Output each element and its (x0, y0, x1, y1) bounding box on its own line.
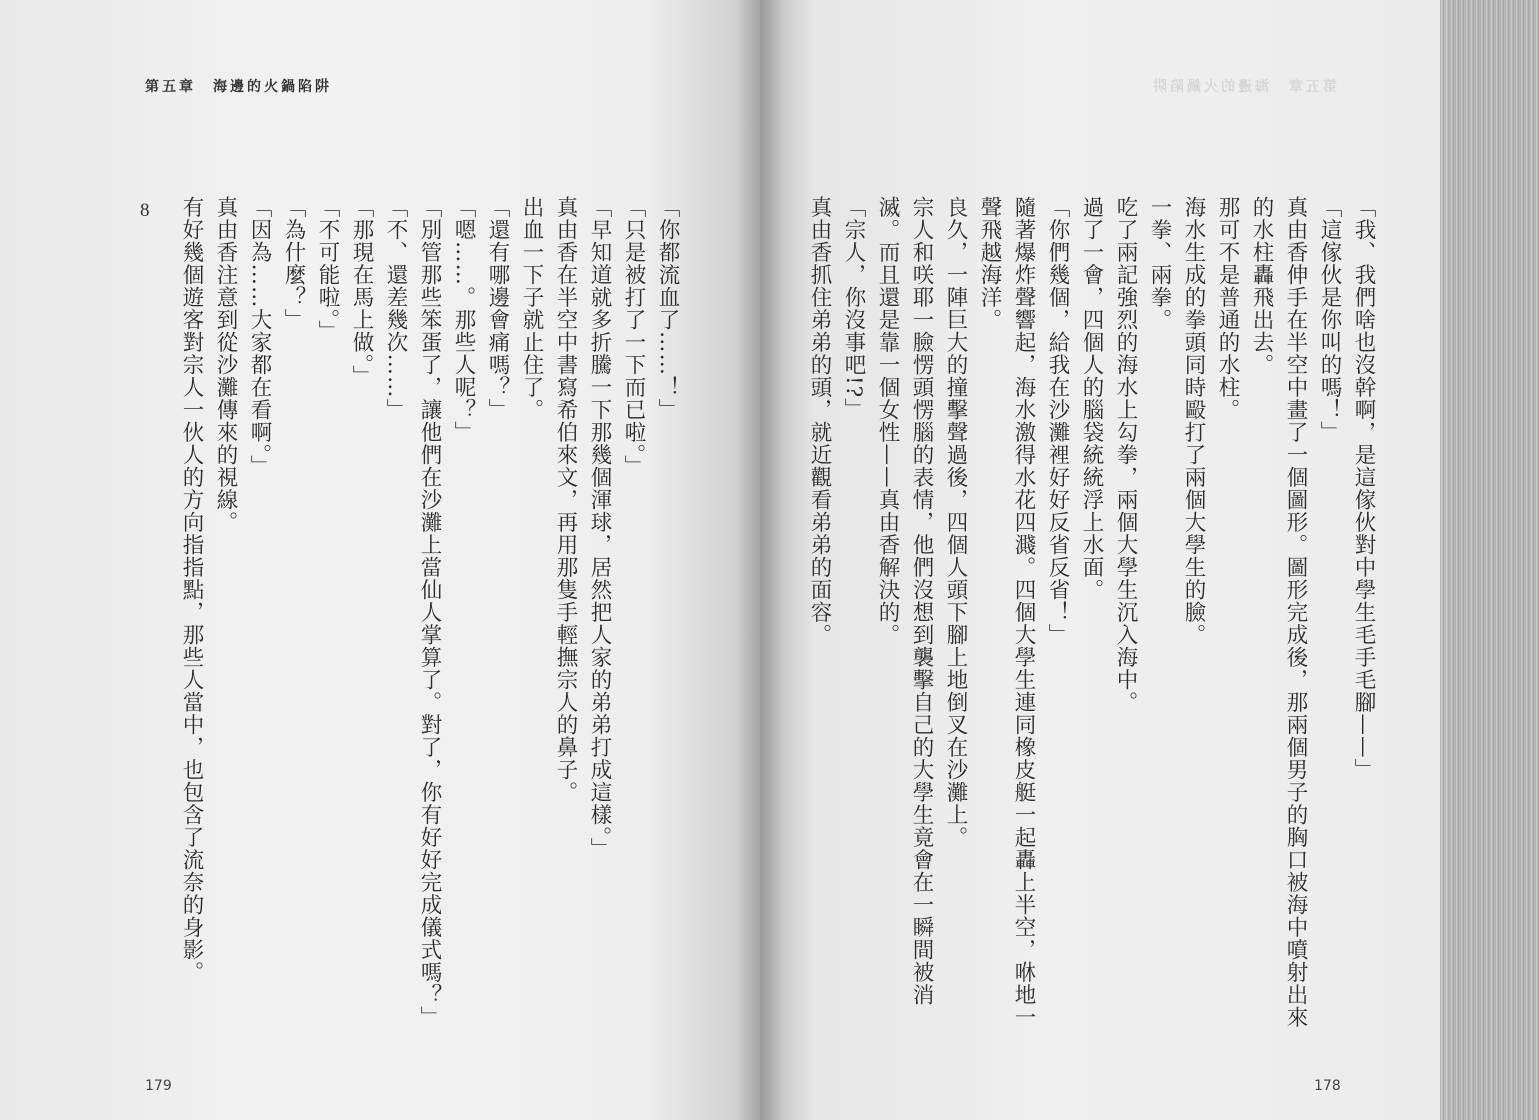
paragraph: 「不、還差幾次……」 (383, 196, 408, 421)
paragraph: 「嗯……。那些人呢？」 (451, 196, 476, 444)
paragraph: 隨著爆炸聲響起，海水激得水花四濺。四個大學生連同橡皮艇一起轟上半空，咻地一聲飛越海洋。 (977, 196, 1036, 1029)
left-page-text (179, 196, 684, 1036)
paragraph: 「為什麼？」 (281, 196, 306, 331)
running-head: 第五章 海邊的火鍋陷阱 (145, 79, 332, 95)
paragraph: 「那現在馬上做。」 (349, 196, 374, 388)
paragraph: 「這傢伙是你叫的嗎！」 (1317, 196, 1342, 444)
paragraph: 有好幾個遊客對宗人一伙人的方向指指點，那些人當中，也包含了流奈的身影。 (179, 196, 204, 984)
paragraph: 出血一下子就止住了。 (519, 196, 544, 421)
paragraph: 良久，一陣巨大的撞擊聲過後，四個人頭下腳上地倒叉在沙灘上。 (943, 196, 968, 849)
paragraph: 那可不是普通的水柱。 (1215, 196, 1240, 421)
book-gutter (735, 0, 785, 1120)
paragraph: 「早知道就多折騰一下那幾個渾球，居然把人家的弟弟打成這樣。」 (587, 196, 612, 861)
section-number: 8 (140, 200, 150, 221)
paragraph: 真由香注意到從沙灘傳來的視線。 (213, 196, 238, 534)
paragraph: 一拳、兩拳。 (1147, 196, 1172, 331)
paragraph: 「因為……大家都在看啊。」 (247, 196, 272, 478)
paragraph: 吃了兩記強烈的海水上勾拳，兩個大學生沉入海中。 (1113, 196, 1138, 714)
page-edges (1440, 0, 1539, 1120)
paragraph: 「你都流血了……！」 (655, 196, 680, 421)
page-number: 178 (1314, 1078, 1341, 1094)
paragraph: 「你們幾個，給我在沙灘裡好好反省反省！」 (1045, 196, 1070, 646)
paragraph: 「別管那些笨蛋了，讓他們在沙灘上當仙人掌算了。對了，你有好好完成儀式嗎？」 (417, 196, 442, 1029)
page-number: 179 (145, 1078, 172, 1094)
paragraph: 真由香抓住弟弟的頭，就近觀看弟弟的面容。 (807, 196, 832, 646)
paragraph: 「只是被打了一下而已啦。」 (621, 196, 646, 478)
paragraph: 過了一會，四個人的腦袋統統浮上水面。 (1079, 196, 1104, 601)
paragraph: 海水生成的拳頭同時毆打了兩個大學生的臉。 (1181, 196, 1206, 646)
right-page-text (807, 196, 1380, 1036)
paragraph: 「宗人，你沒事吧!?」 (841, 196, 866, 421)
show-through-running-head: 第五章 海邊的火鍋陷阱 (1150, 79, 1337, 95)
paragraph: 真由香在半空中書寫希伯來文，再用那隻手輕撫宗人的鼻子。 (553, 196, 578, 804)
paragraph: 「不可能啦。」 (315, 196, 340, 343)
paragraph: 「我、我們啥也沒幹啊，是這傢伙對中學生毛手毛腳——」 (1351, 196, 1376, 781)
paragraph: 真由香伸手在半空中畫了一個圖形。圖形完成後，那兩個男子的胸口被海中噴射出來的水柱轟飛出去。 (1249, 196, 1308, 1029)
paragraph: 宗人和咲耶一臉愣頭愣腦的表情，他們沒想到襲擊自己的大學生竟會在一瞬間被消滅。而且還是靠一個女性——真由香解決的。 (875, 196, 934, 1006)
paragraph: 「還有哪邊會痛嗎？」 (485, 196, 510, 421)
